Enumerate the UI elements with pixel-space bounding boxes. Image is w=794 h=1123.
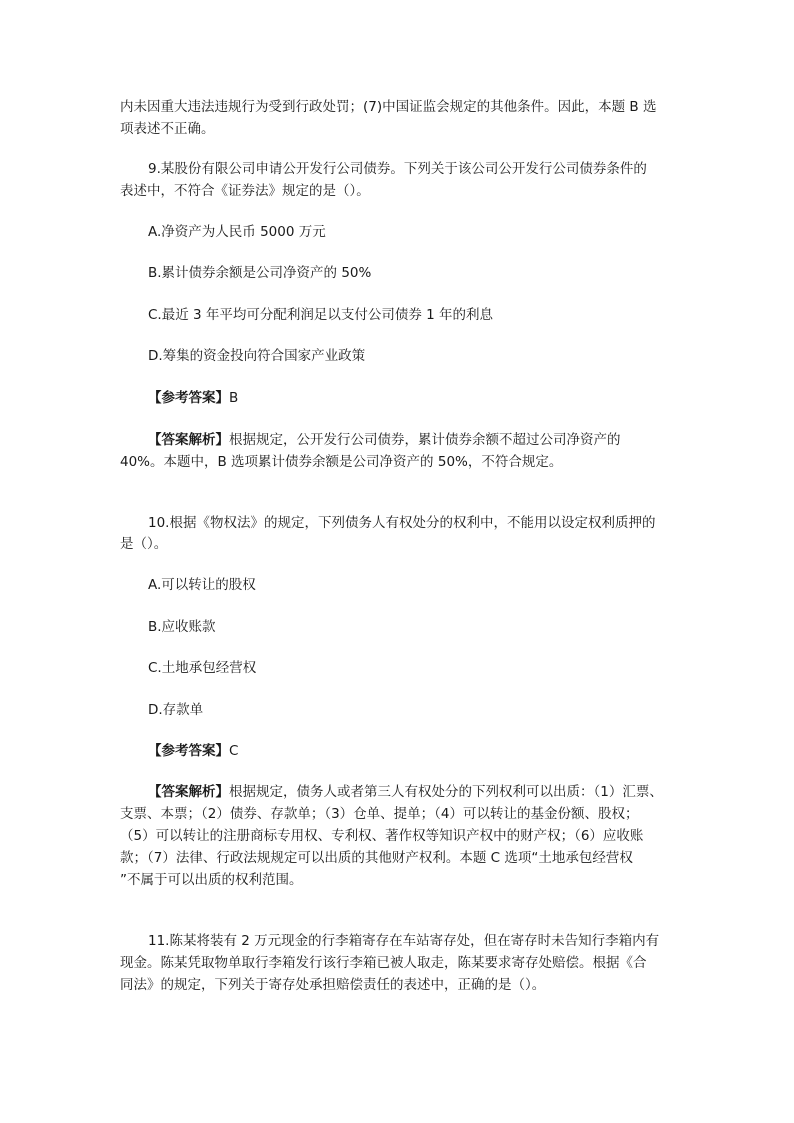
question-10-option-c: C.土地承包经营权 bbox=[148, 660, 257, 676]
question-11-stem: 11.陈某将装有 2 万元现金的行李箱寄存在车站寄存处，但在寄存时未告知行李箱内有 bbox=[148, 933, 660, 949]
question-11-stem: 同法》的规定，下列关于寄存处承担赔偿责任的表述中，正确的是（）。 bbox=[120, 977, 546, 993]
question-10-analysis: ”不属于可以出质的权利范围。 bbox=[120, 872, 303, 888]
question-10-stem: 是（）。 bbox=[120, 536, 168, 552]
question-10-option-a: A.可以转让的股权 bbox=[148, 577, 256, 593]
question-9-analysis bbox=[148, 430, 621, 450]
analysis-text: 根据规定，债务人或者第三人有权处分的下列权利可以出质：（1）汇票、 bbox=[229, 784, 663, 800]
question-10-analysis bbox=[148, 782, 663, 802]
question-9-stem: 表述中，不符合《证券法》规定的是（）。 bbox=[120, 183, 370, 199]
paragraph-line: 项表述不正确。 bbox=[120, 121, 215, 137]
analysis-label: 【答案解析】 bbox=[148, 432, 229, 448]
question-9-option-c: C.最近 3 年平均可分配利润足以支付公司债券 1 年的利息 bbox=[148, 307, 494, 323]
question-10-option-d: D.存款单 bbox=[148, 702, 204, 718]
question-9-option-d: D.筹集的资金投向符合国家产业政策 bbox=[148, 348, 366, 364]
question-10-stem: 10.根据《物权法》的规定，下列债务人有权处分的权利中，不能用以设定权利质押的 bbox=[148, 515, 656, 531]
answer-label: 【参考答案】 bbox=[148, 743, 229, 759]
question-9-analysis: 40%。本题中，B 选项累计债券余额是公司净资产的 50%，不符合规定。 bbox=[120, 454, 563, 470]
question-10-answer bbox=[148, 741, 238, 761]
question-9-option-a: A.净资产为人民币 5000 万元 bbox=[148, 224, 326, 240]
answer-value: C bbox=[229, 743, 239, 759]
question-9-stem: 9.某股份有限公司申请公开发行公司债券。下列关于该公司公开发行公司债券条件的 bbox=[148, 161, 647, 177]
analysis-text: 根据规定，公开发行公司债券，累计债券余额不超过公司净资产的 bbox=[229, 432, 621, 448]
question-9-answer bbox=[148, 388, 238, 408]
question-9-option-b: B.累计债券余额是公司净资产的 50% bbox=[148, 265, 372, 281]
question-11-stem: 现金。陈某凭取物单取行李箱发行该行李箱已被人取走，陈某要求寄存处赔偿。根据《合 bbox=[120, 955, 647, 971]
question-10-analysis: 款；（7）法律、行政法规规定可以出质的其他财产权利。本题 C 选项“土地承包经营权 bbox=[120, 850, 633, 866]
question-10-option-b: B.应收账款 bbox=[148, 619, 216, 635]
question-10-analysis: （5）可以转让的注册商标专用权、专利权、著作权等知识产权中的财产权；（6）应收账 bbox=[120, 828, 644, 844]
answer-value: B bbox=[229, 390, 239, 406]
paragraph-line: 内未因重大违法违规行为受到行政处罚；(7)中国证监会规定的其他条件。因此，本题 B 选 bbox=[120, 99, 657, 115]
analysis-label: 【答案解析】 bbox=[148, 784, 229, 800]
answer-label: 【参考答案】 bbox=[148, 390, 229, 406]
question-10-analysis: 支票、本票；（2）债券、存款单；（3）仓单、提单；（4）可以转让的基金份额、股权； bbox=[120, 806, 639, 822]
